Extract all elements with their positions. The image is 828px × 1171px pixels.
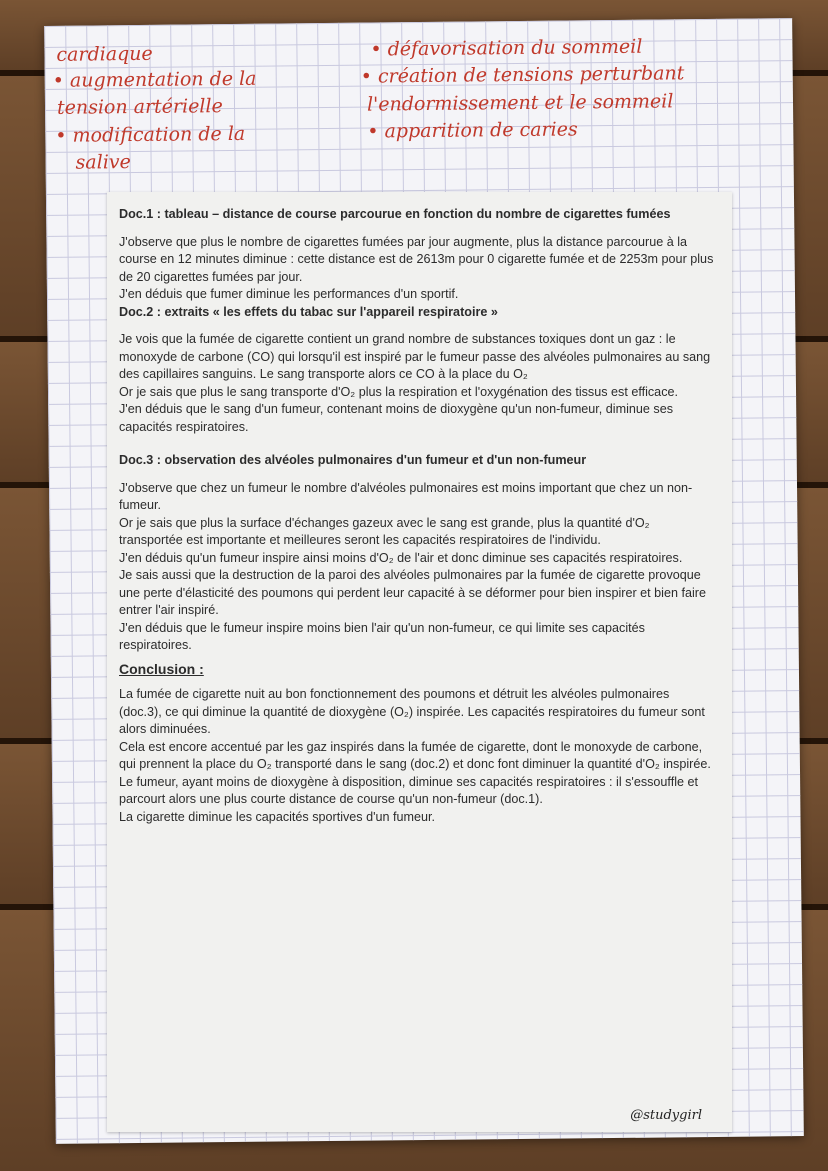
doc3-title: Doc.3 : observation des alvéoles pulmonaires d'un fumeur et d'un non-fumeur	[119, 453, 587, 467]
doc2-observation: Je vois que la fumée de cigarette contient un grand nombre de substances toxiques dont un gaz : le monoxyde de carbone (CO) qui lorsqu'il est inspiré par le fumeur passe des alvéoles pulmonaires au sang des capillaires sanguins. Le sang transporte alors ce CO à la place du O₂	[119, 332, 711, 381]
doc3-observation: J'observe que chez un fumeur le nombre d'alvéoles pulmonaires est moins important que chez un non-fumeur.	[119, 480, 693, 512]
signature: @studygirl	[630, 1107, 702, 1123]
note-left-4: • modification de la	[55, 122, 246, 147]
doc1-title: Doc.1 : tableau – distance de course parcourue en fonction du nombre de cigarettes fumées	[119, 207, 671, 221]
note-right-2: • création de tensions perturbant	[360, 62, 685, 88]
note-left-2: • augmentation de la	[52, 67, 257, 92]
note-left-3: tension artérielle	[56, 95, 223, 119]
note-right-4: • apparition de caries	[367, 118, 578, 143]
note-left-5: salive	[75, 151, 131, 174]
doc2-knowledge: Or je sais que plus le sang transporte d'O₂ plus la respiration et l'oxygénation des tissus est efficace.	[119, 384, 678, 399]
doc2-text	[119, 331, 714, 436]
doc3-knowledge: Or je sais que plus la surface d'échanges gazeux avec le sang est grande, plus la quantité d'O₂ transportée est importante et meilleures seront les capacités respiratoires de l'individu.	[119, 515, 650, 547]
note-left-1: cardiaque	[56, 42, 153, 66]
conclusion-paragraph-1: La fumée de cigarette nuit au bon fonctionnement des poumons et détruit les alvéoles pulmonaires (doc.3), ce qui diminue la quantité de dioxygène (O₂) inspirée. Les capacités respiratoires du fumeur sont alors diminuées.	[119, 687, 705, 736]
note-right-3: l'endormissement et le sommeil	[366, 90, 674, 116]
doc1-observation: J'observe que plus le nombre de cigarettes fumées par jour augmente, plus la distance parcourue à la course en 12 minutes diminue : cette distance est de 2613m pour 0 cigarette fumée et de 2253m pour plus de 20 cigarettes fumées par jour.	[119, 234, 714, 284]
doc3-knowledge-2: Je sais aussi que la destruction de la paroi des alvéoles pulmonaires par la fumée de cigarette provoque une perte d'élasticité des poumons qui perdent leur capacité à se déformer pour bien inspirer et bien faire entrer l'air inspiré.	[119, 568, 706, 617]
doc3-deduction: J'en déduis qu'un fumeur inspire ainsi moins d'O₂ de l'air et donc diminue ses capacités respiratoires.	[119, 550, 683, 565]
doc3-extra	[119, 567, 714, 655]
doc2-deduction: J'en déduis que le sang d'un fumeur, contenant moins de dioxygène qu'un non-fumeur, diminue ses capacités respiratoires.	[119, 402, 674, 434]
printed-sheet	[107, 192, 732, 1132]
conclusion-heading: Conclusion :	[119, 660, 204, 677]
conclusion-paragraph-3: La cigarette diminue les capacités sportives d'un fumeur.	[119, 809, 436, 824]
doc2-title: Doc.2 : extraits « les effets du tabac sur l'appareil respiratoire »	[119, 304, 498, 319]
conclusion-paragraph-2: Cela est encore accentué par les gaz inspirés dans la fumée de cigarette, dont le monoxyde de carbone, qui prennent la place du O₂ transporté dans le sang (doc.2) et donc font diminuer la quantité d'O₂ inspirée. Le fumeur, ayant moins de dioxygène à disposition, diminue ses capacités respiratoires : il s'essouffle et parcourt alors une plus courte distance de course qu'un non-fumeur (doc.1).	[119, 739, 711, 806]
note-right-1: • défavorisation du sommeil	[370, 35, 643, 61]
doc1-deduction: J'en déduis que fumer diminue les performances d'un sportif.	[119, 287, 459, 301]
doc3-deduction-2: J'en déduis que le fumeur inspire moins bien l'air qu'un non-fumeur, ce qui limite ses capacités respiratoires.	[119, 620, 645, 652]
